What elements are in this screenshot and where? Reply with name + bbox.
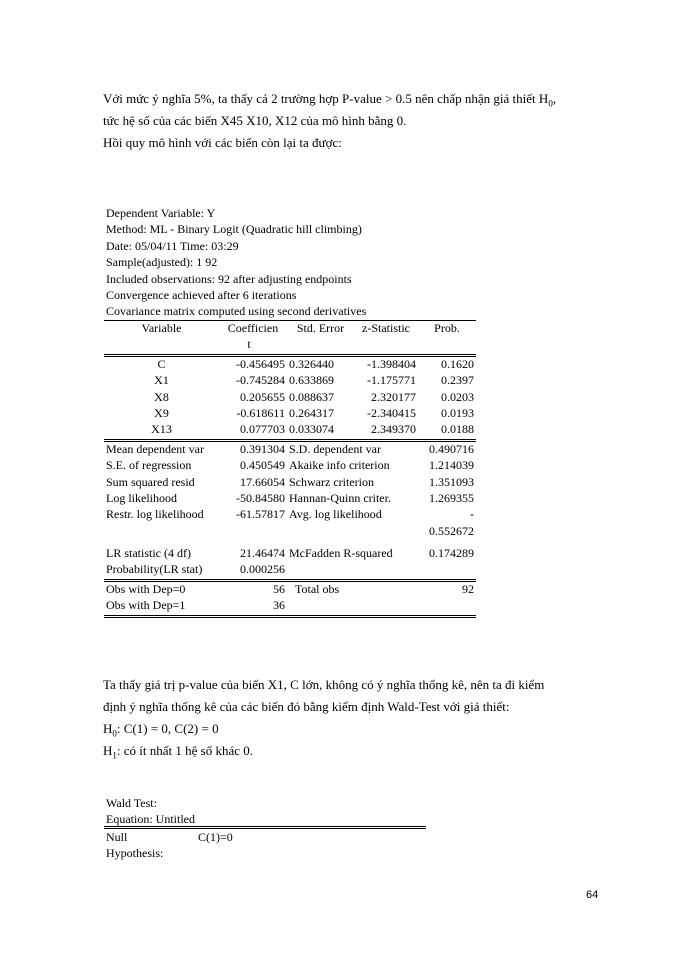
table-row (104, 373, 476, 389)
discussion-line-2: định ý nghĩa thống kê của các biến đó bằng kiểm định Wald-Test với giả thiết: (103, 699, 510, 714)
hypothesis-h0: $H_0$: C(1) = 0, C(2) = 0 (103, 721, 219, 739)
stat-value: 1.269355 (429, 490, 474, 505)
obs-row (104, 580, 476, 598)
col-header-coefficient: Coefficien (227, 321, 279, 335)
stat-label: Restr. log likelihood (106, 507, 204, 522)
stat-value (219, 524, 287, 540)
table-row (104, 406, 476, 422)
cell-z-statistic: 2.320177 (371, 389, 416, 404)
stat-label (287, 562, 418, 580)
wald-test-block (106, 795, 195, 828)
stat-label: S.D. dependent var (287, 440, 418, 458)
stat-label: Log likelihood (106, 490, 177, 505)
stats-row (104, 475, 476, 491)
stat-label: S.E. of regression (106, 458, 192, 473)
wald-equation: Equation: Untitled (106, 812, 195, 827)
table-row (104, 422, 476, 440)
stat-value: 1.214039 (429, 458, 474, 473)
intro-line-1: Với mức ý nghĩa 5%, ta thấy cả 2 trường hợp P-value > 0.5 nên chấp nhận giả thiết $H_0$, (103, 91, 557, 109)
stat-label: Mean dependent var (104, 440, 219, 458)
obs-value: 92 (418, 580, 476, 598)
obs-label: Obs with Dep=1 (104, 598, 219, 616)
stat-label: Hannan-Quinn criter. (289, 490, 391, 505)
stat-label (287, 524, 418, 540)
stat-value: 0.552672 (429, 523, 474, 538)
cell-std-error: 0.633869 (289, 373, 334, 388)
stat-label: Avg. log likelihood (289, 507, 382, 522)
col-header-prob: Prob. (434, 321, 460, 335)
stat-value: 0.391304 (219, 440, 287, 458)
wald-restriction: C(1)=0 (198, 830, 233, 844)
stats-row (104, 540, 476, 562)
page-number: 64 (586, 889, 599, 901)
obs-label: Total obs (287, 580, 418, 598)
stat-label: Probability(LR stat) (106, 562, 203, 577)
stat-value: 21.46474 (240, 546, 285, 561)
cell-variable: X13 (151, 422, 172, 437)
cell-prob: 0.0203 (441, 389, 474, 404)
stat-value: 1.351093 (429, 474, 474, 489)
table-row (104, 390, 476, 406)
obs-row (104, 598, 476, 616)
estimation-table (104, 320, 476, 618)
cell-std-error: 0.033074 (289, 422, 334, 437)
hypothesis-h1: $H_1$: có ít nhất 1 hệ số khác 0. (103, 743, 253, 761)
cell-coefficient: -0.745284 (236, 373, 285, 388)
stat-value: 0.000256 (240, 562, 285, 577)
cell-prob: 0.0193 (441, 405, 474, 420)
stat-value: 0.174289 (429, 546, 474, 561)
cell-variable: C (104, 355, 219, 373)
cell-coefficient: -0.456495 (219, 355, 287, 373)
header-covariance: Covariance matrix computed using second derivatives (106, 303, 396, 320)
stat-value: 0.450549 (240, 458, 285, 473)
col-header-std-error: Std. Error (296, 321, 345, 335)
wald-null-label: Null (106, 830, 128, 844)
table-header-row-wrap (104, 337, 476, 355)
stats-row (104, 562, 476, 580)
cell-prob: 0.2397 (441, 373, 474, 388)
header-dependent-variable: Dependent Variable: Y (106, 206, 216, 220)
cell-variable: X9 (154, 405, 169, 420)
stat-value (418, 562, 476, 580)
table-header-row (104, 321, 476, 338)
cell-std-error: 0.264317 (289, 405, 334, 420)
stat-value: - (470, 507, 474, 522)
discussion-line-1: Ta thấy giá trị p-value của biến X1, C lớn, không có ý nghĩa thống kê, nên ta đi kiểm (103, 677, 545, 692)
cell-z-statistic: -1.175771 (367, 373, 416, 388)
stat-label: Schwarz criterion (289, 474, 374, 489)
intro-line-2: tức hệ số của các biến X45 X10, X12 của mô hình bằng 0. (103, 113, 407, 128)
cell-prob: 0.0188 (441, 422, 474, 437)
obs-label: Obs with Dep=0 (104, 580, 219, 598)
stat-value: 17.66054 (240, 474, 285, 489)
stat-value: -50.84580 (236, 490, 285, 505)
regression-header (106, 205, 396, 321)
obs-label (287, 598, 418, 616)
stats-row (104, 440, 476, 458)
obs-value (418, 598, 476, 616)
cell-std-error: 0.326440 (287, 355, 354, 373)
stat-label: Akaike info criterion (289, 458, 390, 473)
stat-value: -61.57817 (236, 507, 285, 522)
header-method: Method: ML - Binary Logit (Quadratic hill climbing) (106, 222, 362, 237)
stat-label: McFadden R-squared (289, 546, 393, 561)
wald-hypothesis-label: Hypothesis: (106, 846, 164, 861)
stats-row (104, 458, 476, 474)
header-convergence: Convergence achieved after 6 iterations (106, 287, 297, 302)
cell-coefficient: 0.205655 (240, 389, 285, 404)
stat-label (104, 524, 219, 540)
col-header-z-statistic: z-Statistic (362, 321, 410, 335)
cell-coefficient: -0.618611 (236, 405, 285, 420)
intro-line-3: Hồi quy mô hình với các biến còn lại ta được: (103, 135, 342, 150)
cell-variable: X8 (154, 389, 169, 404)
cell-z-statistic: -1.398404 (354, 355, 418, 373)
obs-value: 36 (219, 598, 287, 616)
stats-row (104, 524, 476, 540)
cell-z-statistic: -2.340415 (367, 405, 416, 420)
header-sample: Sample(adjusted): 1 92 (106, 255, 218, 270)
cell-std-error: 0.088637 (289, 389, 334, 404)
stat-label: LR statistic (4 df) (106, 546, 191, 561)
wald-title: Wald Test: (106, 796, 157, 810)
header-date: Date: 05/04/11 Time: 03:29 (106, 238, 239, 253)
cell-prob: 0.1620 (418, 355, 476, 373)
wald-null-block (106, 829, 436, 862)
stats-row (104, 491, 476, 507)
col-header-coefficient-wrap: t (247, 337, 251, 352)
obs-value: 56 (219, 580, 287, 598)
col-header-variable: Variable (141, 321, 182, 335)
table-row (104, 355, 476, 373)
cell-coefficient: 0.077703 (240, 422, 285, 437)
stat-value: 0.490716 (418, 440, 476, 458)
header-observations: Included observations: 92 after adjusting endpoints (106, 271, 352, 286)
stat-label: Sum squared resid (106, 474, 195, 489)
stats-row (104, 507, 476, 523)
cell-z-statistic: 2.349370 (371, 422, 416, 437)
cell-variable: X1 (154, 373, 169, 388)
